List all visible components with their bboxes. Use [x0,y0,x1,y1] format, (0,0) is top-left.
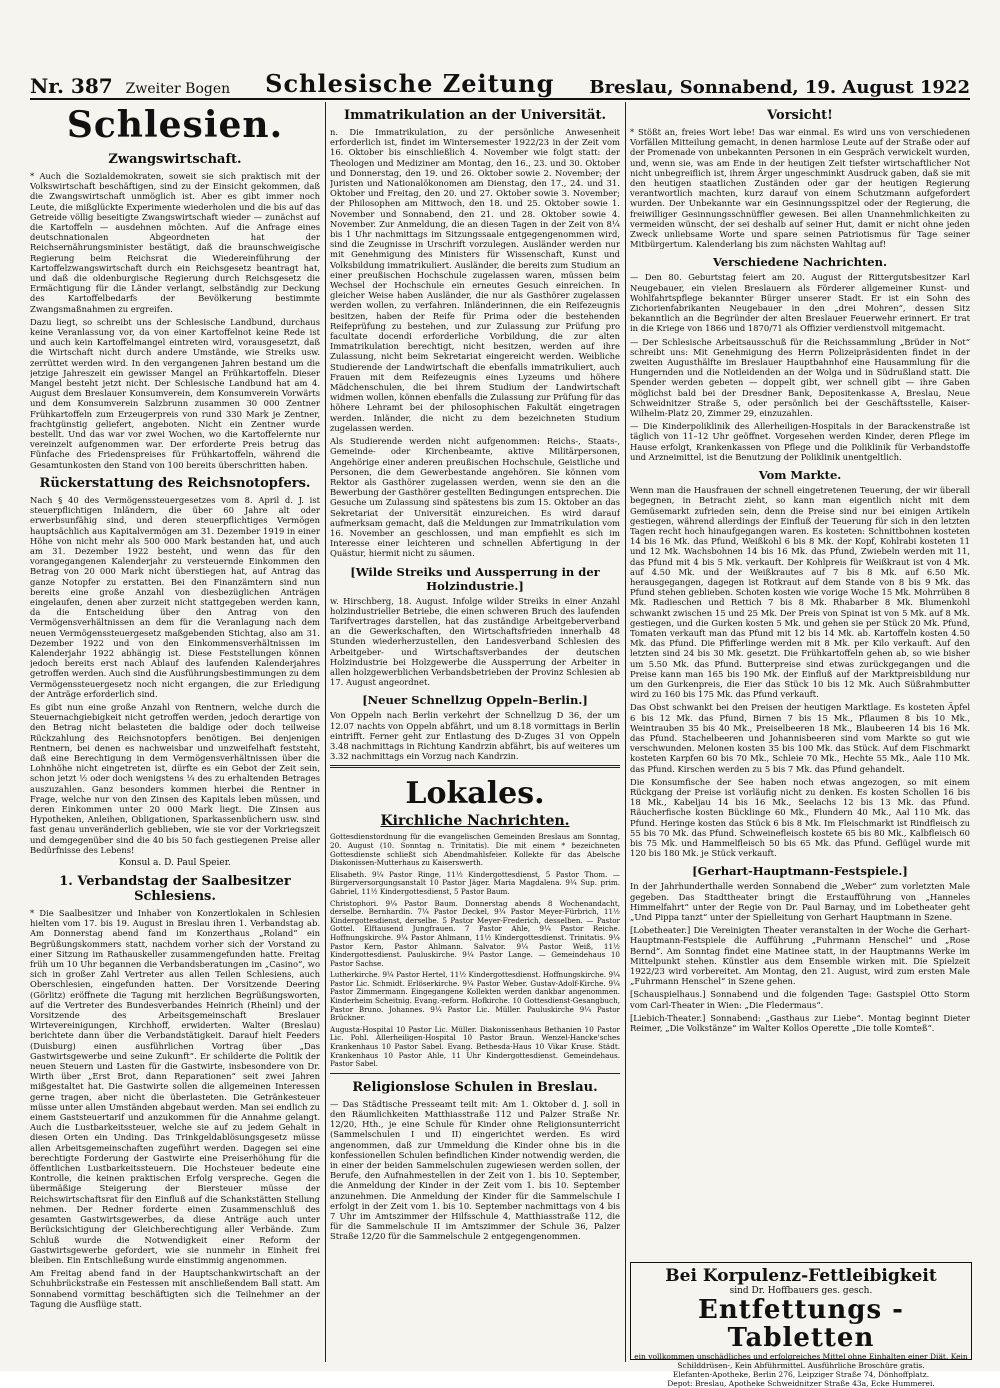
article-heading: Religionslose Schulen in Breslau. [352,1079,598,1095]
article-heading: Immatrikulation an der Universität. [344,108,606,123]
article-paragraph: [Lobetheater.] Die Vereinigten Theater veranstalten in der Woche die Gerhart-Hauptmann-Festspiele die Aufführung „Fuhrmann Henschel“ und „Rose Bernd“. Am Sonntag findet eine Matinee statt, in der Hauptmanns Werke im Mittelpunkt stehen. Künstler aus dem Ensemble wirken mit. Die Spielzeit 1922/23 wird vorbereitet. Am Montag, den 21. August, wird zum ersten Male „Fuhrmann Henschel“ in Szene gehen. [630,925,970,987]
article-paragraph: * Stößt an, freies Wort lebe! Das war einmal. Es wird uns von verschiedenen Vorfällen Mitteilung gemacht, in denen harmlose Leute auf der Straße oder auf der Promenade von unbekannten Personen in ein Gespräch verwickelt wurden, und, wenn sie, was am Ende in der heutigen Zeit tiefster wirtschaftlicher Not nicht unbegreiflich ist, ihrem Ärger ungeschminkt Ausdruck gaben, daß sie mit den heutigen staatlichen Zuständen oder gar der heutigen Regierung verantwortlich machten, kurz darauf von einem Schutzmann aufgefordert wurden. Der Unbekannte war ein Gesinnungsspitzel oder der Regierung, die freiwilliger Gesinnungsschnüffler gewesen. Bei allen Unannehmlichkeiten zu vermeiden wünscht, der sei deshalb auf seiner Hut, damit er nicht ohne jeden Zweck unliebsame Worte und spare seinen Patriotismus für Tage seiner Mitbürgertum. Kalenderlang bis zum nächsten Wahltag auf! [630,127,970,250]
article-heading: Vom Markte. [758,468,842,483]
article-paragraph: In der Jahrhunderthalle werden Sonnabend die „Weber“ zum vorletzten Male gegeben. Das Stadttheater bringt die Erstaufführung von „Hanneles Himmelfahrt“ unter der Regie von Dr. Paul Barnay, und im Lobetheater geht „Und Pippa tanzt“ unter der Spielleitung von Gerhart Hauptmann in Szene. [630,881,970,923]
sheet-label: Zweiter Bogen [125,81,231,97]
article-heading: Zwangswirtschaft. [108,152,242,167]
divider [330,765,620,768]
column-middle [330,102,620,1362]
article-heading: 1. Verbandstag der Saalbesitzer Schlesiens. [59,874,291,904]
ad-depot: Depot: Breslau, Apotheke Schweidnitzer Straße 43a, Ecke Hummerei. [667,1379,935,1388]
article-heading: Vorsicht! [767,108,833,123]
newspaper-title: Schlesische Zeitung [265,69,555,98]
article-paragraph: Wenn man die Hausfrauen der schnell eingetretenen Teuerung, der wir überall begegnen, in Betracht zieht, so kann man eigentlich nicht mit dem Gemüsemarkt zufrieden sein, denn die Preise sind nur bei einigen Artikeln gestiegen, während allerdings der Einfluß der Teuerung für sich in den letzten Tagen recht hoch hinaufgegangen waren. Es kosteten: Schnittbohnen kosteten 14 bis 16 Mk. das Pfund, Weißkohl 6 bis 8 Mk. der Kopf, Kohlrabi kosteten 11 und 12 Mk. Wachsbohnen 14 bis 16 Mk. das Pfund, Zwiebeln werden mit 11, das Pfund mit 4 bis 5 Mk. verkauft. Der Kohlpreis für Weißkraut ist von 4 Mk. auf 4.50 Mk. und der Weißkrautes auf 7 bis 8 Mk. auf 6.50 Mk. herausgegangen, dagegen ist Rotkraut auf dem Stande von 8 bis 9 Mk. das Pfund stehen geblieben. Schoten kosten wie vorige Woche 15 Mk. Mohrrüben 8 Mk. Radieschen und Rettich 7 bis 8 Mk. Rhabarber 8 Mk. Blumenkohl schwankt zwischen 15 und 25 Mk. Der Preis von Spinat ist von 5 Mk. auf 8 Mk. gestiegen, und die Gurken kosten 5 Mk. und gehen sie per Stück 20 Mk. Pfund, Tomaten verkauft man das Pfund mit 12 bis 14 Mk. ab. Kartoffeln kosten 4.50 Mk. das Pfund. Die Pfifferlinge werden mit 8 Mk. per Kilo verkauft. Auf den letzten sind 24 bis 30 Mk. gesetzt. Die Frühkartoffeln gehen ab, so wie bisher um 5.50 Mk. das Pfund. Butterpreise sind etwas zurückgegangen und die Preise kann man 165 bis 190 Mk. der Einfluß auf der Marktpreisbildung nur um den Gurkenpreis, die Eier das Stück 10 bis 12 Mk. Auch Süßrahmbutter wird zu 160 bis 175 Mk. das Pfund verkauft. [630,485,970,700]
notice-paragraph: Augusta-Hospital 10 Pastor Lic. Müller. Diakonissenhaus Bethanien 10 Pastor Lic. Pohl. Allerheiligen-Hospital 10 Pastor Braun. Wenzel-Hancke'sches Krankenhaus 10 Pastor Sabel. Evang. Bethesda-Haus 10 Vikar Kruse. Städt. Krankenhaus 10 Pastor Ahle, 11 Uhr Kindergottesdienst. Gemeindehaus. Pastor Sabel. [330,1024,620,1069]
article-paragraph: Es gibt nun eine große Anzahl von Rentnern, welche durch die Steuernachgiebigkeit nicht getroffen werden, jedoch derartige von den Betrag nicht belasteten die baldige oder doch teilweise Rückzahlung des Reichsnotopfers benötigen. Bei denjenigen Rentnern, bei denen es nachweisbar und unzweifelhaft feststeht, daß eine Berechtigung in dem Vermögensverhältnissen über die Lohnhöhe nicht eingetreten ist, dürfte es ein Gebot der Zeit sein, schon jetzt ½ oder doch wenigstens ¼ des zu erhaltenden Betrages auszuzahlen. Ganz besonders kommen hierbei die Rentner in Frage, welche nur von den Zinsen des Kapitals leben müssen, und deren Einkommen unter 20 000 Mark liegt. Die Zinsen aus Hypotheken, Anleihen, Obligationen, Sparkassenbüchern usw. sind fast genau unveränderlich geblieben, wie sie vor der Vorkriegszeit und demgegenüber sind die 40 bis 50 fach gestiegenen Preise aller Bedürfnisse des Lebens! [30,701,320,855]
article-paragraph: — Den 80. Geburtstag feiert am 20. August der Rittergutsbesitzer Karl Neugebauer, ein vielen Breslauern als Förderer allgemeiner Kunst- und Wohlfahrtspflege bekannter Bürger unserer Stadt. Er ist ein Sohn des Zichorienfabrikanten Neugebauer in den „drei Mohren“, dessen Sitz bekanntlich an die Begründer der alten Breslauer Feuerwehr erinnert. Er trat in die Kriege von 1866 und 1870/71 als Offizier verdienstvoll mitgemacht. [630,272,970,334]
article-paragraph: * Die Saalbesitzer und Inhaber von Konzertlokalen in Schlesien hielten vom 17. bis 19. August in Breslau ihren 1. Verbandstag ab. Am Donnerstag abend fand im Konzerthaus „Roland“ ein Begrüßungskommers statt, nachdem vorher sich der Vorstand zu einer Sitzung im Rathauskeller zusammengefunden hatte. Freitag früh um 10 Uhr begannen die Verbandsberatungen im „Casino“, wo sich in großer Zahl Vertreter aus allen Teilen Schlesiens, auch Oberschlesien, eingefunden hatten. Der Vorsitzende Deering (Görlitz) eröffnete die Tagung mit herzlichen Begrüßungsworten, auf die Vertreter des Bundesverbandes Heinrich (Rheinl) und der Vorsitzende des Arbeitsgemeinschaft Breslauer Wirtevereinigungen, Kirchhoff, erwiderten. Walter (Breslau) berichtete dann über die Verbandstätigkeit. Darauf hielt Feeders (Duisburg) einen ausführlichen Vortrag über „Das Gastwirtsgewerbe und seine Zukunft“. Er schilderte die Politik der neuen Steuern und Lasten für die Gastwirte, insbesondere von Dr. Wirth über „Erst Brot, dann Reparationen“ seit zwei Jahren mißgestaltet hat. Die Gastwirte sollen die allgemeinen Interessen gerne tragen, aber nicht die überlasteten. Die Getränkesteuer müsse unter allen Umständen abgebaut werden. Man sei endlich zu einem Gaststeuertarif und anzukommen für die Annahme gelangt. Auch die Lustbarkeitssteuer, welche sie auf zu jedem Gehalt in diesen Orten ein Unding. Das Trinkgeldablösungsgesetz müsse allen Arbeitsgemeinschaften zugeführt werden. Dagegen sei eine berechtigte Forderung der Gastwirte eine Preiserhöhung für die öffentlichen Lustbarkeitssteuern. Die Hochsteuer bedeute eine Kontrolle, die keinen praktischen Erfolg verspreche. Gegen die übermäßige Steigerung der Biersteuer müsse der Reichswirtschaftsrat für den Einfluß auf die Schankstätten Stellung nehmen. Der Redner forderte einen Zusammenschluß des gesamten Gastwirtsgewerbes, da diese Anträge auch unter Berücksichtigung der Gleichberechtigung aller Verbände. Zum Schluß wurde die Notwendigkeit einer Reform der Gastwirtsgewerbe gefordert, wie sie nunmehr in Einheit frei bleiben. Ein Entschließung wurde einstimmig angenommen. [30,908,320,1265]
divider [330,1073,620,1074]
article-heading: Rückerstattung des Reichsnotopfers. [39,475,311,491]
article-paragraph: — Die Kinderpoliklinik des Allerheiligen-Hospitals in der Barackenstraße ist täglich von 11–12 Uhr geöffnet. Vorgesehen werden Kinder, deren Pflege im Hause erfolgt, Krankenkassen von Pflege und die Poliklinik für Verbandstoffe und Arzneimittel, ist die Benutzung der Poliklinik unentgeltlich. [630,421,970,462]
notice-paragraph: Elisabeth. 9¼ Pastor Ringe, 11½ Kindergottesdienst, 5 Pastor Thom. — Bürgerversorgungsanstalt 10 Pastor Jäger. Maria Magdalena. 9¼ Sup. prim. Gabriel, 11½ Kindergottesdienst, 5 Pastor Baum. [330,869,620,896]
article-heading: [Wilde Streiks und Aussperrung in der Holzindustrie.] [350,564,600,593]
article-heading: [Neuer Schnellzug Oppeln–Berlin.] [362,693,588,708]
article-paragraph: Nach § 40 des Vermögenssteuergesetzes vom 8. April d. J. ist steuerpflichtigen Inländern, die über 60 Jahre alt oder erwerbsunfähig sind, und deren steuerpflichtiges Vermögen hauptsächlich aus Kapitalvermögen am 31. Dezember 1919 in einer Höhe von nicht mehr als 500 000 Mark bestanden hat, und auch am 31. Dezember 1922 besteht, und wenn das für den vorangegangenen Kalenderjahr zu versteuernde Einkommen den Betrag von 20 000 Mark nicht überstiegen hat, auf Antrag das ganze Notopfer zu erstatten. Bei den Finanzämtern sind nun bereits eine große Anzahl von diesbezüglichen Anträgen eingelaufen, denen aber zurzeit nicht stattgegeben werden kann, da die Entscheidung über den Antrag von den Vermögensverhältnissen an dem für die Veranlagung nach dem neuen Vermögenssteuergesetz maßgebenden Stichtag, also am 31. Dezember 1922 und von den Einkommensverhältnissen im Kalenderjahr 1922 abhängig ist. Diese Feststellungen können jedoch bereits erst nach Ablauf des laufenden Kalenderjahres getroffen werden. Auch sind die Ausführungsbestimmungen zu dem Vermögenssteuergesetz noch nicht ergangen, die zur Erledigung der Anträge erforderlich sind. [30,494,320,699]
column-left [30,102,320,1362]
notice-paragraph: Christophori. 9¼ Pastor Baum. Donnerstag abends 8 Wochenandacht, derselbe. Bernhardin. 7¼ Pastor Deckel, 9¼ Pastor Meyer-Fürbrich, 11½ Kindergottesdienst, derselbe. 5 Pastor Meyer-Frederich, desselben. — Pastor Gottel. Elftausend Jungfrauen. 7 Pastor Ahle, 9¼ Pastor Reiche. Hoffnungskirche. 9¼ Pastor Ahlmann, 11½ Kindergottesdienst. Trinitatis. 9¼ Pastor Kern, Pastor Ahlmann. Salvator. 9¼ Pastor Weiß, 11½ Kindergottesdienst. Pauluskirche. 9¼ Pastor Lange. — Gemeindehaus 10 Pastor Sachse. [330,898,620,968]
advertisement [630,1262,972,1388]
article-paragraph: Am Freitag abend fand in der Hauptschankwirtschaft an der Schuhbrückstraße ein Festessen mit anschließendem Ball statt. Am Sonnabend vormittag beschäftigten sich die Teilnehmer an der Tagung die Ausflüge statt. [30,1268,320,1309]
ad-address: Elefanten-Apotheke, Berlin 276, Leipziger Straße 74, Dönhoffplatz. [672,1370,930,1379]
article-paragraph: * Auch die Sozialdemokraten, soweit sie sich praktisch mit der Volkswirtschaft beschäftigen, sind zu der Einsicht gekommen, daß die Zwangswirtschaft unmöglich ist. Aber es gibt immer noch Leute, die mißglückte Experimente wiederholen und die bis auf das Getreide völlig beseitigte Zwangswirtschaft wieder — zunächst auf die Kartoffeln — ausdehnen möchten. Auf die Anfrage eines deutschnationalen Abgeordneten hat der Reichsernährungsminister bestätigt, daß die braunschweigische Regierung beim Reichsrat die Wiedereinführung der Kartoffelzwangswirtschaft durch ein Reichsgesetz beantragt hat, und daß die oldenburgische Regierung durch Reichsgesetz die Ermächtigung für die Länder verlangt, selbständig zur Deckung des Kartoffelbedarfs der Bevölkerung bestimmte Zwangsmaßnahmen zu ergreifen. [30,171,320,314]
article-paragraph: [Schauspielhaus.] Sonnabend und die folgenden Tage: Gastspiel Otto Storm vom Carl-Theater in Wien: „Die Fledermaus“. [630,989,970,1010]
article-paragraph: Von Oppeln nach Berlin verkehrt der Schnellzug D 36, der um 12.07 nachts von Oppeln abfährt, und um 8.18 vormittags in Berlin eintrifft. Ferner geht zur Entlastung des D-Zuges 31 von Oppeln 3.48 nachmittags in Richtung Kandrzin abfährt, bis auf weiteres um 3.32 nachmittags ein Vorzug nach Kandrzin. [330,710,620,762]
article-paragraph: Die Konsumfische der See haben noch etwas angezogen, so mit einem Rückgang der Preise ist vorläufig nicht zu denken. Es kosten Schollen 16 bis 18 Mk., Kabeljau 14 bis 16 Mk., Seelachs 12 bis 13 Mk. das Pfund. Räucherfische kosten Bücklinge 60 Mk., Flundern 40 Mk., Aal 110 Mk. das Pfund. Heringe kosten das Stück 6 bis 8 Mk. Im Fleischmarkt ist Rindfleisch zu 55 bis 70 Mk. das Pfund. Schweinefleisch kostete 65 bis 80 Mk., Kalbfleisch 60 bis 75 Mk. und Hammelfleisch 50 bis 65 Mk. das Pfund. Geflügel wurde mit 120 bis 180 Mk. je Stück verkauft. [630,776,970,859]
ad-headline: Bei Korpulenz-Fettleibigkeit [665,1266,937,1286]
article-paragraph: — Der Schlesische Arbeitsausschuß für die Reichssammlung „Brüder in Not“ schreibt uns: Mit Genehmigung des Herrn Polizeipräsidenten findet in der zweiten Augusthälfte im Breslauer Hauptbahnhof eine Hausammlung für die Hungernden und die Notleidenden an der Wolga und in Südrußland statt. Die Spender werden gebeten — doppelt gibt, wer schnell gibt — ihre Gaben möglichst bald bei der Dresdner Bank, Depositenkasse A, Breslau, Neue Schweidnitzer Straße 5, oder persönlich bei der Geschäftsstelle, Kaiser-Wilhelm-Platz 20, Zimmer 29, einzuzahlen. [630,336,970,419]
article-paragraph: [Liebich-Theater.] Sonnabend: „Gasthaus zur Liebe“. Montag beginnt Dieter Reimer, „Die Volkstänze“ im Walter Kollos Operette „Die tolle Komteß“. [630,1012,970,1034]
article-heading: [Gerhart-Hauptmann-Festspiele.] [692,864,908,879]
notice-paragraph: Lutherkirche. 9¼ Pastor Hertel, 11½ Kindergottesdienst. Hoffnungskirche. 9¼ Pastor Lic. Schmidt. Erlöserkirche. 9¼ Pastor Weber. Gustav-Adolf-Kirche. 9¼ Pastor Zimmermann. Eingegangene Kollekten werden dankbar angenommen. Kinderheim Scheitnig. Evang.-reform. Hofkirche. 10 Gottesdienst-Gesangbuch, Pastor Bruno. Johannes. 9¼ Pastor Lic. Müller. Pauluskirche 9¼ Pastor Brückner. [330,970,620,1023]
section-heading: Lokales. [405,776,545,812]
masthead [30,70,970,100]
article-heading: Verschiedene Nachrichten. [713,255,887,270]
section-heading: Schlesien. [66,104,284,146]
article-paragraph: Das Obst schwankt bei den Preisen der heutigen Marktlage. Es kosteten Äpfel 6 bis 12 Mk. das Pfund, Birnen 7 bis 15 Mk., Pflaumen 8 bis 10 Mk., Weintrauben 35 bis 40 Mk., Preiselbeeren 18 Mk., Blaubeeren 14 bis 16 Mk. das Pfund. Stachelbeeren und Johannisbeeren sind vom Markte so gut wie verschwunden. Melonen kosten 35 bis 100 Mk. das Stück. Auf dem Fischmarkt kosteten Karpfen 60 bis 70 Mk., Schleie 70 Mk., Hechte 55 Mk., Aale 110 Mk. das Pfund. Kirschen werden zu 5 bis 7 Mk. das Pfund gehandelt. [630,702,970,774]
article-paragraph: n. Die Immatrikulation, zu der persönliche Anwesenheit erforderlich ist, findet im Wintersemester 1922/23 in der Zeit vom 16. Oktober bis einschließlich 4. November wie folgt statt: der Theologen und Mediziner am Montag, den 16., 23. und 30. Oktober und Donnerstag, den 19. und 26. Oktober sowie 2. November; der Juristen und Nationalökonomen am Dienstag, den 17., 24. und 31. Oktober und Freitag, den 20. und 27. Oktober sowie 3. November; der Philosophen am Mittwoch, den 18. und 25. Oktober sowie 1. November und Sonnabend, den 21. und 28. Oktober sowie 4. November. Zur Anmeldung, die an diesen Tagen in der Zeit von 8¼ bis 1 Uhr nachmittags im Sitzungssaale entgegengenommen wird, sind die Zeugnisse in Urschrift vorzulegen. Ausländer werden nur mit Genehmigung des Ministers für Wissenschaft, Kunst und Volksbildung immatrikuliert. Ausländer, die bereits zum Studium an einer preußischen Hochschule zugelassen waren, müssen beim Wechsel der Hochschule ein erneutes Gesuch einreichen. In gleicher Weise haben Ausländer, die nur als Gasthörer zugelassen werden wollen, zu verfahren. Inländerinnen, die ein Reifezeugnis besitzen, haben der Reife für Prima oder die bestehenden Reifeprüfung zu bestehen, und zur Zulassung zur Prüfung pro facultate docendi erforderliche Vorbildung, die zur alten Immatrikulation berechtigt, nicht besitzen, werden auf ihre Zulassung, nicht beim Sekretariat eingereicht werden. Weibliche Studierende der Landwirtschaft die ebenfalls immatrikuliert, auch Frauen mit dem Reifezeugnis eines Lyzeums und höhere Mädchenschulen, die bei ihrem Studium der Landwirtschaft widmen wollen, können ebenfalls die Zulassung zur Prüfung für das höhere Lehramt bei der philosophischen Fakultät eingetragen werden. Inländer, die nicht zu dem bezeichneten Studium zugelassen werden. [330,127,620,433]
section-subheading: Kirchliche Nachrichten. [380,813,570,830]
article-paragraph: — Das Städtische Presseamt teilt mit: Am 1. Oktober d. J. soll in den Räumlichkeiten Matthiasstraße 112 und Palzer Straße Nr. 12/20, Hth., je eine Schule für Kinder ohne Religionsunterricht (Sammelschulen I und II) eingerichtet werden. Es wird angenommen, daß zur Ummeldung die Kinder ohne bis in die konfessionellen Schulen befindlichen Kinder notwendig werden, die in einer der beiden Sammelschulen zugewiesen werden sollen, der Berufe, den Aufnahmestellen in der Zeit von 1. bis 10. September, die Anmeldung der Kinder in der Zeit vom 1. bis 10. September anzunehmen. Die Anmeldung der Kinder für die Sammelschule I erfolgt in der Zeit vom 1. bis 10. September nachmittags von 4 bis 7 Uhr im Amtszimmer der Hilfsschule 4, Matthiasstraße 112, die für die Sammelschule II im Amtszimmer der Schule 36, Palzer Straße 12/20 für die Sammelschule 2 entgegengenommen. [330,1098,620,1242]
column-divider [625,102,626,1362]
dateline: Breslau, Sonnabend, 19. August 1922 [589,77,970,98]
church-notices [330,833,620,1068]
notice-paragraph: Gottesdienstordnung für die evangelischen Gemeinden Breslaus am Sonntag, 20. August (10. Sonntag n. Trinitatis). Die mit einem * bezeichneten Gottesdienste schließt sich Abendmahlsfeier. Kollekte für das Abelsche Diakonissen-Mutterhaus zu Kaiserswerth. [330,832,620,868]
article-paragraph: Dazu liegt, so schreibt uns der Schlesische Landbund, durchaus keine Veranlassung vor, da von einer Kartoffelnot keine Rede ist und auch kein Kartoffelmangel eintreten wird, vorausgesetzt, daß die Wirtschaft nicht durch andere Umstände, wie Streiks usw. zerrüttet werden wird. In den vergangenen Jahren bestand um die jetzige Jahreszeit ein gewisser Mangel an Frühkartoffeln. Dieser Mangel besteht jetzt nicht. Der Schlesische Landbund hat am 4. August dem Breslauer Konsumverein, dem Konsumverein Vorwärts und dem Konsumverein Salzbrunn zusammen 30 000 Zentner Frühkartoffeln zum Erzeugerpreis von rund 330 Mark je Zentner, frachtgünstig geliefert, angeboten. Nicht ein Zentner wurde bestellt. Und das war vor zwei Wochen, wo die Kartoffelernte nur vereinzelt aufgenommen war. Der erforderte Preis betrug das Fünfache des Friedenspreises für Frühkartoffeln, während die Gesamtunkosten den Stand von 100 bereits überschritten haben. [30,316,320,470]
ad-subline: sind Dr. Hoffbauers ges. gesch. [729,1286,873,1296]
ad-product-name: Entfettungs - Tabletten [698,1295,904,1353]
column-divider [325,102,326,1362]
ad-description: ein vollkommen unschädliches und erfolgreiches Mittel ohne Einhalten einer Diät. Kein Schilddrüsen-, Kein Abführmittel. Ausführliche Broschüre gratis. [634,1352,968,1370]
article-paragraph: Als Studierende werden nicht aufgenommen: Reichs-, Staats-, Gemeinde- oder Kirchenbeamte, aktive Militärpersonen, Angehörige einer anderen preußischen Hochschule, Geistliche und Personen, die dem Gewerbestande angehören. Sie können vom Rektor als Gasthörer zugelassen werden, wenn sie den an die Bewerbung der Gasthörer gestellten Bedingungen entsprechen. Die Gesuche um Zulassung sind spätestens bis zum 15. Oktober an das Sekretariat der Universität einzureichen. Es wird darauf aufmerksam gemacht, daß die Meldungen zur Immatrikulation vom 16. November an geschlossen, und man empfiehlt es sich im Interesse einer leichteren und schnellen Abfertigung in der Quästur, hiermit nicht zu säumen. [330,436,620,559]
article-paragraph: w. Hirschberg, 18. August. Infolge wilder Streiks in einer Anzahl holzindustrieller Betriebe, die einen schweren Bruch des laufenden Tarifvertrages darstellen, hat das zuständige Arbeitgeberverband an die Gewerkschaften, den Wirtschaftsfrieden innerhalb 48 Stunden wiederherzustellen, den Landesverband Schlesien des Arbeitgeber- und Wirtschaftsverbandes der deutschen Holzindustrie bei Holzgewerbe die Aussperrung der Arbeiter in allen holzgewerblichen Verbandsbetrieben der Provinz Schlesien ab 17. August angeordnet. [330,595,620,688]
column-right [630,102,970,1362]
issue-label: Nr. 387 [30,74,113,98]
issue-number [30,74,230,98]
signature: Konsul a. D. Paul Speier. [119,858,231,868]
